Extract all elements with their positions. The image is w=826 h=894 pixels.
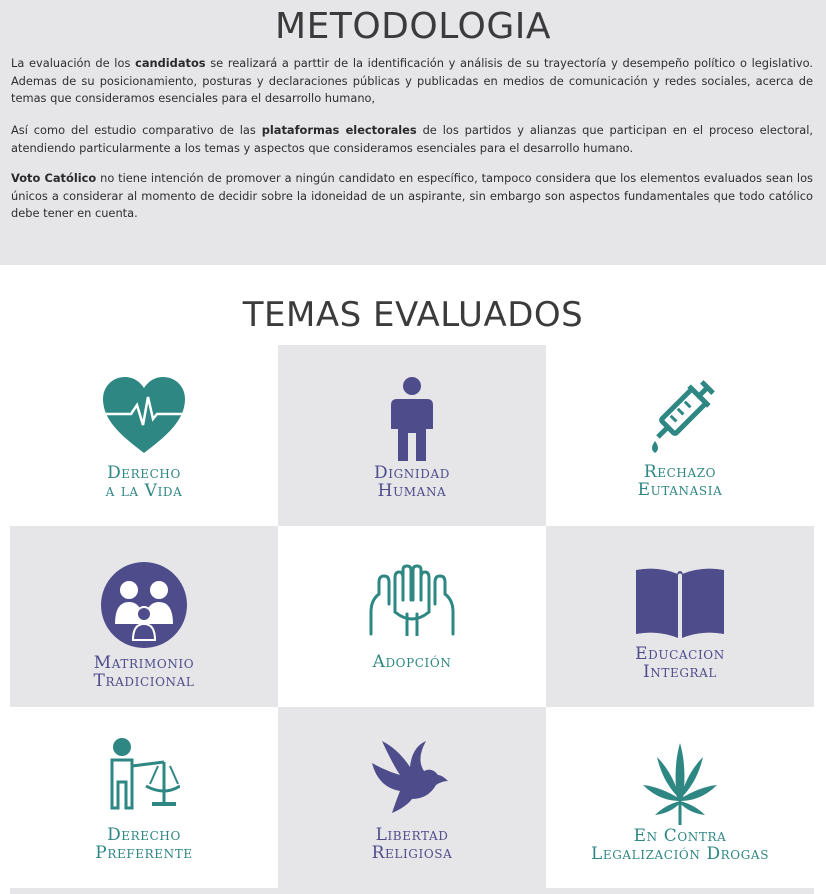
syringe-icon xyxy=(644,375,720,457)
theme-label: Adopción xyxy=(372,652,452,672)
person-icon xyxy=(391,377,433,461)
p3-bold: Voto Católico xyxy=(11,171,97,185)
methodology-paragraph-3 xyxy=(11,170,813,223)
p1-text-rest: se realizará a parttir de la identificación y análisis de su trayectoría y desempeño político o legislativo. Ademas de su posicionamiento, posturas y declaraciones públicas y publicadas en medios de comunicación y redes sociales, acerca de temas que consideramos esenciales para el desarrollo humano, xyxy=(11,56,814,105)
theme-card-adopcion[interactable] xyxy=(278,526,546,707)
theme-card-partial xyxy=(546,888,814,894)
p3-text-rest: no tiene intención de promover a ningún candidato en específico, tampoco considera que los elementos evaluados sean los únicos a considerar al momento de decidir sobre la idoneidad de un aspirante, sin embargo son aspectos fundamentales que todo católico debe tener en cuenta. xyxy=(11,171,813,220)
theme-card-derecho-vida[interactable] xyxy=(10,345,278,526)
theme-label: Dignidad Humana xyxy=(374,463,450,501)
theme-label: Rechazo Eutanasia xyxy=(637,462,723,500)
cannabis-leaf-icon xyxy=(643,743,717,825)
family-icon xyxy=(101,562,187,648)
theme-label: Matrimonio Tradicional xyxy=(93,653,195,691)
hands-icon xyxy=(365,564,459,636)
theme-label: En Contra Legalización Drogas xyxy=(590,826,770,864)
theme-card-partial xyxy=(278,888,546,894)
theme-label: Derecho Preferente xyxy=(95,825,193,863)
p1-bold: candidatos xyxy=(135,56,206,70)
theme-label: Libertad Religiosa xyxy=(371,825,453,863)
theme-card-matrimonio-tradicional[interactable] xyxy=(10,526,278,707)
book-icon xyxy=(636,566,724,638)
theme-card-educacion-integral[interactable] xyxy=(546,526,814,707)
methodology-paragraph-2 xyxy=(11,122,813,157)
theme-card-dignidad-humana[interactable] xyxy=(278,345,546,526)
p2-text-rest: de los partidos y alianzas que participan en el proceso electoral, atendiendo particularmente a los temas y aspectos que consideramos esenciales para el desarrollo humano. xyxy=(11,123,814,155)
heart-pulse-icon xyxy=(103,377,185,455)
methodology-paragraph-1 xyxy=(11,55,813,108)
theme-label: Derecho a la Vida xyxy=(105,463,183,501)
justice-icon xyxy=(106,738,180,812)
theme-card-derecho-preferente[interactable] xyxy=(10,707,278,888)
dove-icon xyxy=(372,741,448,815)
theme-card-rechazo-eutanasia[interactable] xyxy=(546,345,814,526)
p1-text: La evaluación de los xyxy=(11,56,136,70)
theme-card-en-contra-drogas[interactable] xyxy=(546,707,814,888)
methodology-section xyxy=(0,0,826,265)
methodology-title: METODOLOGIA xyxy=(275,6,551,47)
theme-label: Educacion Integral xyxy=(635,644,725,682)
themes-title: TEMAS EVALUADOS xyxy=(242,295,584,335)
theme-card-partial xyxy=(10,888,278,894)
p2-bold: plataformas electorales xyxy=(261,123,417,137)
p2-text: Así como del estudio comparativo de las xyxy=(11,123,262,137)
theme-card-libertad-religiosa[interactable] xyxy=(278,707,546,888)
